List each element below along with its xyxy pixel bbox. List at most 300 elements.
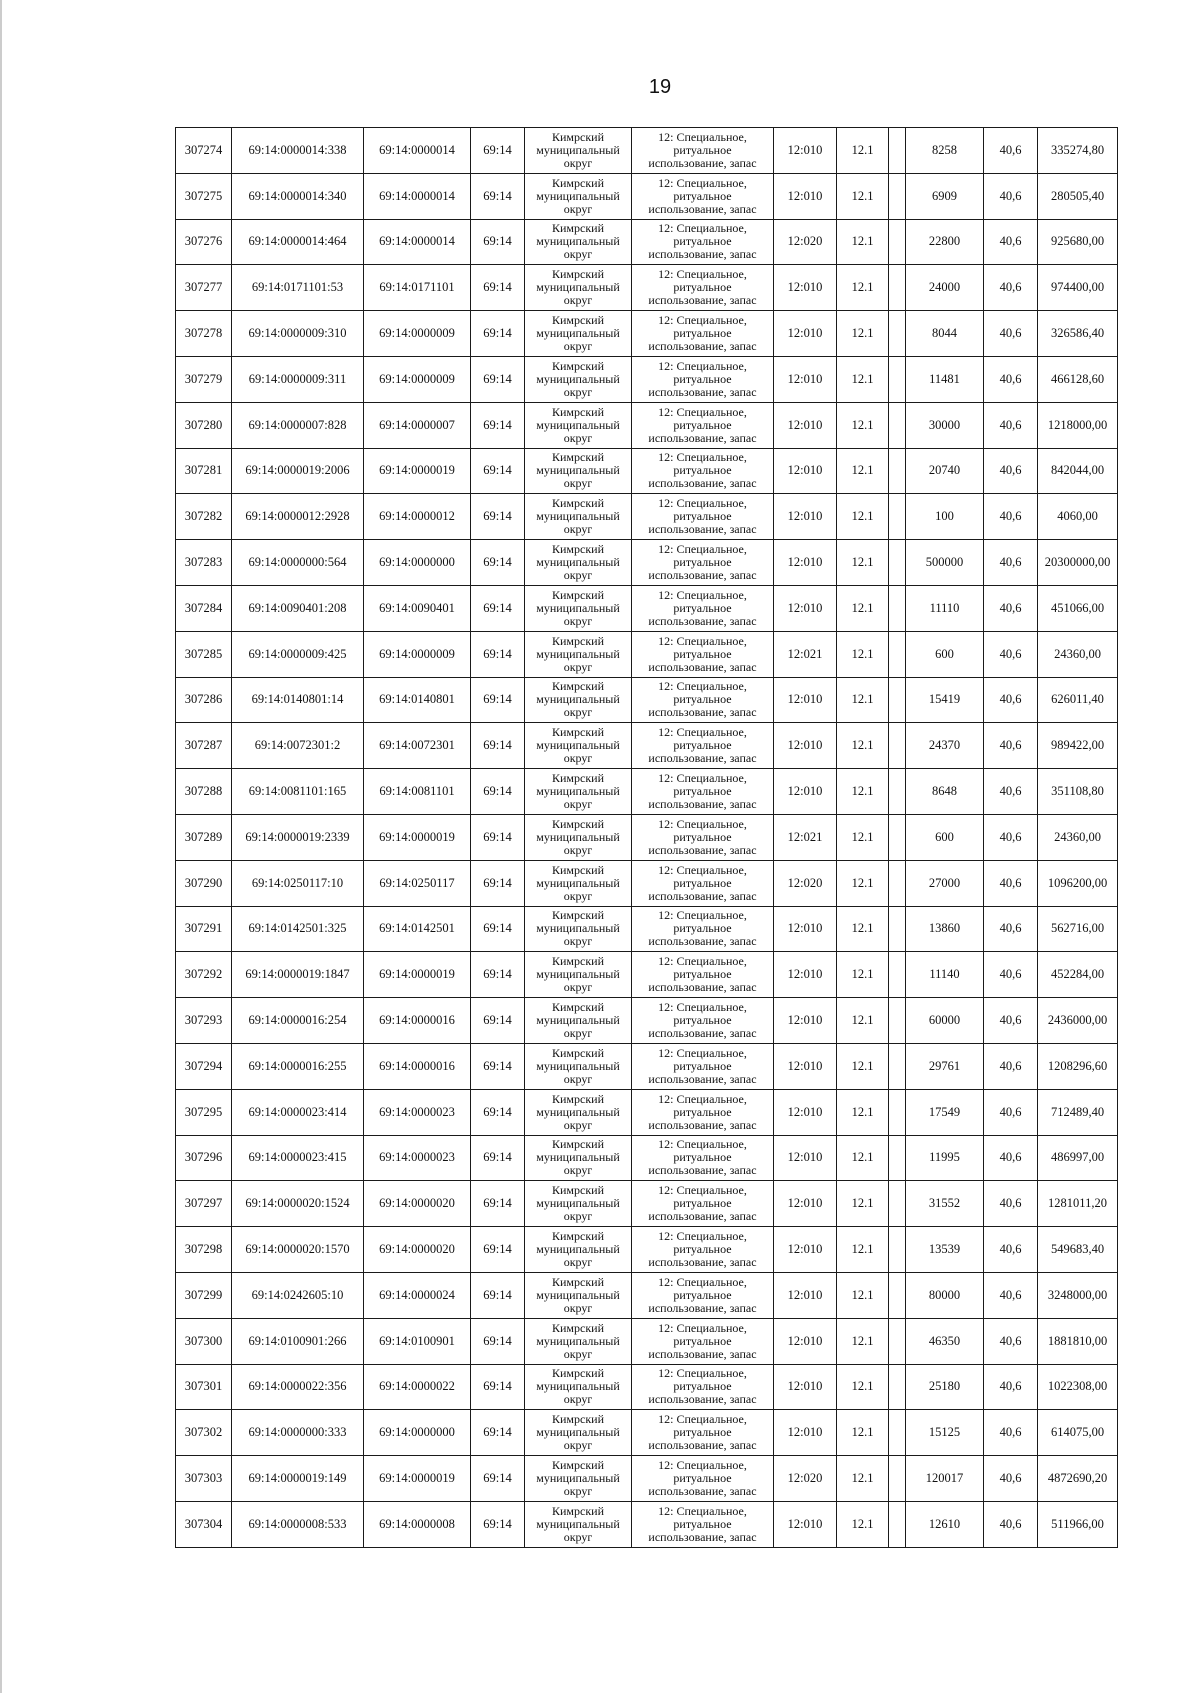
area-cell: 31552 xyxy=(906,1181,984,1227)
record-id-cell: 307287 xyxy=(176,723,232,769)
table-row xyxy=(176,1318,1118,1364)
purpose-line: использование, запас xyxy=(648,522,757,537)
group-code-cell: 12.1 xyxy=(837,952,889,998)
area-cell: 11481 xyxy=(906,356,984,402)
purpose-line: ритуальное xyxy=(673,1516,732,1531)
group-code-cell: 12.1 xyxy=(837,1410,889,1456)
record-id-cell: 307275 xyxy=(176,173,232,219)
municipality-line: Кимрский xyxy=(551,1183,605,1198)
municipality-cell xyxy=(525,723,632,769)
municipality-line: муниципальный xyxy=(536,1516,620,1531)
purpose-line: 12: Специальное, xyxy=(658,1045,747,1060)
group-code-cell: 12.1 xyxy=(837,723,889,769)
group-code-cell: 12.1 xyxy=(837,265,889,311)
cadastral-number-cell: 69:14:0171101:53 xyxy=(232,265,364,311)
cadastral-quarter-cell: 69:14:0000014 xyxy=(364,219,471,265)
land-purpose-cell xyxy=(632,1181,774,1227)
table-row xyxy=(176,1364,1118,1410)
rate-cell: 40,6 xyxy=(984,585,1038,631)
land-purpose-cell xyxy=(632,1318,774,1364)
cadastral-value-cell: 614075,00 xyxy=(1038,1410,1118,1456)
rate-cell: 40,6 xyxy=(984,1135,1038,1181)
blank-cell xyxy=(889,1089,906,1135)
blank-cell xyxy=(889,906,906,952)
table-row xyxy=(176,860,1118,906)
municipality-line: Кимрский xyxy=(551,1320,605,1335)
district-code-cell: 69:14 xyxy=(471,1227,525,1273)
record-id-cell: 307300 xyxy=(176,1318,232,1364)
cadastral-quarter-cell: 69:14:0000020 xyxy=(364,1181,471,1227)
purpose-line: ритуальное xyxy=(673,1287,732,1302)
blank-cell xyxy=(889,1456,906,1502)
blank-cell xyxy=(889,1181,906,1227)
purpose-line: 12: Специальное, xyxy=(658,221,747,236)
land-purpose-cell xyxy=(632,1135,774,1181)
table-row xyxy=(176,1456,1118,1502)
blank-cell xyxy=(889,998,906,1044)
table-row xyxy=(176,1501,1118,1547)
purpose-line: 12: Специальное, xyxy=(658,954,747,969)
blank-cell xyxy=(889,540,906,586)
purpose-line: использование, запас xyxy=(648,247,757,262)
blank-cell xyxy=(889,1043,906,1089)
area-cell: 8648 xyxy=(906,769,984,815)
purpose-line: использование, запас xyxy=(648,1346,757,1361)
land-purpose-cell xyxy=(632,128,774,174)
purpose-line: ритуальное xyxy=(673,1425,732,1440)
municipality-line: муниципальный xyxy=(536,1379,620,1394)
municipality-line: округ xyxy=(563,293,593,308)
cadastral-value-cell: 989422,00 xyxy=(1038,723,1118,769)
table-row xyxy=(176,631,1118,677)
group-code-cell: 12.1 xyxy=(837,1181,889,1227)
use-code-cell: 12:020 xyxy=(774,1456,837,1502)
rate-cell: 40,6 xyxy=(984,173,1038,219)
purpose-line: ритуальное xyxy=(673,1333,732,1348)
purpose-line: использование, запас xyxy=(648,980,757,995)
land-purpose-cell xyxy=(632,540,774,586)
blank-cell xyxy=(889,402,906,448)
municipality-cell xyxy=(525,1043,632,1089)
blank-cell xyxy=(889,1135,906,1181)
cadastral-value-cell: 326586,40 xyxy=(1038,311,1118,357)
purpose-line: ритуальное xyxy=(673,509,732,524)
municipality-cell xyxy=(525,1181,632,1227)
area-cell: 11110 xyxy=(906,585,984,631)
cadastral-number-cell: 69:14:0000016:254 xyxy=(232,998,364,1044)
municipality-line: муниципальный xyxy=(536,600,620,615)
purpose-line: ритуальное xyxy=(673,234,732,249)
purpose-line: 12: Специальное, xyxy=(658,633,747,648)
cadastral-number-cell: 69:14:0081101:165 xyxy=(232,769,364,815)
table-row xyxy=(176,494,1118,540)
group-code-cell: 12.1 xyxy=(837,219,889,265)
purpose-line: 12: Специальное, xyxy=(658,1503,747,1518)
land-purpose-cell xyxy=(632,1364,774,1410)
record-id-cell: 307286 xyxy=(176,677,232,723)
use-code-cell: 12:010 xyxy=(774,585,837,631)
cadastral-number-cell: 69:14:0000023:414 xyxy=(232,1089,364,1135)
municipality-cell xyxy=(525,173,632,219)
cadastral-number-cell: 69:14:0000019:2339 xyxy=(232,814,364,860)
rate-cell: 40,6 xyxy=(984,402,1038,448)
use-code-cell: 12:010 xyxy=(774,906,837,952)
purpose-line: использование, запас xyxy=(648,384,757,399)
record-id-cell: 307282 xyxy=(176,494,232,540)
cadastral-quarter-cell: 69:14:0000009 xyxy=(364,311,471,357)
municipality-cell xyxy=(525,906,632,952)
table-row xyxy=(176,356,1118,402)
land-purpose-cell xyxy=(632,356,774,402)
municipality-line: округ xyxy=(563,1209,593,1224)
land-purpose-cell xyxy=(632,769,774,815)
municipality-line: округ xyxy=(563,1438,593,1453)
municipality-line: округ xyxy=(563,613,593,628)
area-cell: 600 xyxy=(906,631,984,677)
rate-cell: 40,6 xyxy=(984,906,1038,952)
rate-cell: 40,6 xyxy=(984,448,1038,494)
record-id-cell: 307294 xyxy=(176,1043,232,1089)
group-code-cell: 12.1 xyxy=(837,814,889,860)
municipality-line: округ xyxy=(563,384,593,399)
cadastral-value-cell: 451066,00 xyxy=(1038,585,1118,631)
record-id-cell: 307292 xyxy=(176,952,232,998)
purpose-line: 12: Специальное, xyxy=(658,1458,747,1472)
municipality-cell xyxy=(525,1456,632,1502)
record-id-cell: 307299 xyxy=(176,1272,232,1318)
municipality-line: муниципальный xyxy=(536,280,620,295)
area-cell: 25180 xyxy=(906,1364,984,1410)
municipality-line: округ xyxy=(563,1163,593,1178)
use-code-cell: 12:010 xyxy=(774,1181,837,1227)
blank-cell xyxy=(889,1227,906,1273)
group-code-cell: 12.1 xyxy=(837,1456,889,1502)
blank-cell xyxy=(889,1410,906,1456)
record-id-cell: 307290 xyxy=(176,860,232,906)
municipality-line: муниципальный xyxy=(536,784,620,799)
district-code-cell: 69:14 xyxy=(471,769,525,815)
municipality-line: округ xyxy=(563,842,593,857)
purpose-line: 12: Специальное, xyxy=(658,725,747,740)
municipality-line: муниципальный xyxy=(536,829,620,844)
purpose-line: 12: Специальное, xyxy=(658,496,747,511)
blank-cell xyxy=(889,814,906,860)
district-code-cell: 69:14 xyxy=(471,860,525,906)
record-id-cell: 307285 xyxy=(176,631,232,677)
municipality-cell xyxy=(525,540,632,586)
blank-cell xyxy=(889,356,906,402)
municipality-cell xyxy=(525,952,632,998)
district-code-cell: 69:14 xyxy=(471,723,525,769)
purpose-line: использование, запас xyxy=(648,1026,757,1041)
cadastral-value-cell: 712489,40 xyxy=(1038,1089,1118,1135)
record-id-cell: 307291 xyxy=(176,906,232,952)
district-code-cell: 69:14 xyxy=(471,1089,525,1135)
group-code-cell: 12.1 xyxy=(837,128,889,174)
district-code-cell: 69:14 xyxy=(471,1456,525,1502)
cadastral-quarter-cell: 69:14:0250117 xyxy=(364,860,471,906)
area-cell: 15125 xyxy=(906,1410,984,1456)
use-code-cell: 12:010 xyxy=(774,448,837,494)
municipality-line: округ xyxy=(563,339,593,354)
municipality-line: муниципальный xyxy=(536,921,620,936)
use-code-cell: 12:010 xyxy=(774,1135,837,1181)
land-purpose-cell xyxy=(632,860,774,906)
cadastral-number-cell: 69:14:0000019:149 xyxy=(232,1456,364,1502)
purpose-line: использование, запас xyxy=(648,430,757,445)
cadastral-value-cell: 2436000,00 xyxy=(1038,998,1118,1044)
purpose-line: 12: Специальное, xyxy=(658,404,747,419)
purpose-line: ритуальное xyxy=(673,280,732,295)
table-row xyxy=(176,952,1118,998)
purpose-line: 12: Специальное, xyxy=(658,862,747,877)
rate-cell: 40,6 xyxy=(984,1501,1038,1547)
municipality-line: муниципальный xyxy=(536,417,620,432)
use-code-cell: 12:010 xyxy=(774,402,837,448)
cadastral-quarter-cell: 69:14:0000020 xyxy=(364,1227,471,1273)
table-row xyxy=(176,173,1118,219)
municipality-cell xyxy=(525,219,632,265)
cadastral-number-cell: 69:14:0140801:14 xyxy=(232,677,364,723)
blank-cell xyxy=(889,494,906,540)
cadastral-value-cell: 24360,00 xyxy=(1038,814,1118,860)
group-code-cell: 12.1 xyxy=(837,585,889,631)
blank-cell xyxy=(889,677,906,723)
rate-cell: 40,6 xyxy=(984,128,1038,174)
rate-cell: 40,6 xyxy=(984,1089,1038,1135)
purpose-line: 12: Специальное, xyxy=(658,908,747,923)
table-row xyxy=(176,1089,1118,1135)
cadastral-number-cell: 69:14:0000019:1847 xyxy=(232,952,364,998)
area-cell: 120017 xyxy=(906,1456,984,1502)
record-id-cell: 307302 xyxy=(176,1410,232,1456)
cadastral-quarter-cell: 69:14:0000019 xyxy=(364,952,471,998)
cadastral-value-cell: 1281011,20 xyxy=(1038,1181,1118,1227)
rate-cell: 40,6 xyxy=(984,1227,1038,1273)
purpose-line: использование, запас xyxy=(648,201,757,216)
purpose-line: ритуальное xyxy=(673,1150,732,1165)
purpose-line: 12: Специальное, xyxy=(658,1000,747,1015)
cadastral-value-cell: 20300000,00 xyxy=(1038,540,1118,586)
municipality-line: Кимрский xyxy=(551,1137,605,1152)
cadastral-number-cell: 69:14:0000012:2928 xyxy=(232,494,364,540)
blank-cell xyxy=(889,585,906,631)
blank-cell xyxy=(889,1272,906,1318)
district-code-cell: 69:14 xyxy=(471,311,525,357)
use-code-cell: 12:010 xyxy=(774,173,837,219)
purpose-line: использование, запас xyxy=(648,1392,757,1407)
cadastral-quarter-cell: 69:14:0000009 xyxy=(364,631,471,677)
rate-cell: 40,6 xyxy=(984,677,1038,723)
blank-cell xyxy=(889,769,906,815)
purpose-line: использование, запас xyxy=(648,1117,757,1132)
cadastral-number-cell: 69:14:0000016:255 xyxy=(232,1043,364,1089)
group-code-cell: 12.1 xyxy=(837,540,889,586)
area-cell: 24370 xyxy=(906,723,984,769)
table-row xyxy=(176,1227,1118,1273)
area-cell: 20740 xyxy=(906,448,984,494)
record-id-cell: 307284 xyxy=(176,585,232,631)
rate-cell: 40,6 xyxy=(984,631,1038,677)
municipality-line: Кимрский xyxy=(551,129,605,144)
cadastral-number-cell: 69:14:0000014:338 xyxy=(232,128,364,174)
group-code-cell: 12.1 xyxy=(837,1135,889,1181)
purpose-line: ритуальное xyxy=(673,326,732,341)
cadastral-value-cell: 4872690,20 xyxy=(1038,1456,1118,1502)
purpose-line: ритуальное xyxy=(673,784,732,799)
cadastral-quarter-cell: 69:14:0000019 xyxy=(364,814,471,860)
use-code-cell: 12:010 xyxy=(774,540,837,586)
cadastral-quarter-cell: 69:14:0000009 xyxy=(364,356,471,402)
use-code-cell: 12:010 xyxy=(774,1043,837,1089)
land-purpose-cell xyxy=(632,723,774,769)
land-purpose-cell xyxy=(632,173,774,219)
use-code-cell: 12:010 xyxy=(774,265,837,311)
municipality-line: округ xyxy=(563,247,593,262)
municipality-cell xyxy=(525,1089,632,1135)
municipality-cell xyxy=(525,128,632,174)
cadastral-quarter-cell: 69:14:0000019 xyxy=(364,1456,471,1502)
cadastral-value-cell: 1022308,00 xyxy=(1038,1364,1118,1410)
use-code-cell: 12:010 xyxy=(774,1272,837,1318)
blank-cell xyxy=(889,860,906,906)
area-cell: 17549 xyxy=(906,1089,984,1135)
area-cell: 15419 xyxy=(906,677,984,723)
area-cell: 30000 xyxy=(906,402,984,448)
municipality-cell xyxy=(525,311,632,357)
municipality-line: Кимрский xyxy=(551,725,605,740)
cadastral-quarter-cell: 69:14:0000000 xyxy=(364,540,471,586)
municipality-line: Кимрский xyxy=(551,175,605,190)
table-row xyxy=(176,402,1118,448)
purpose-line: использование, запас xyxy=(648,1484,757,1498)
purpose-line: 12: Специальное, xyxy=(658,1229,747,1244)
rate-cell: 40,6 xyxy=(984,265,1038,311)
rate-cell: 40,6 xyxy=(984,1181,1038,1227)
group-code-cell: 12.1 xyxy=(837,1364,889,1410)
municipality-line: муниципальный xyxy=(536,692,620,707)
municipality-line: муниципальный xyxy=(536,188,620,203)
purpose-line: использование, запас xyxy=(648,659,757,674)
municipality-line: Кимрский xyxy=(551,542,605,557)
use-code-cell: 12:010 xyxy=(774,1364,837,1410)
record-id-cell: 307276 xyxy=(176,219,232,265)
blank-cell xyxy=(889,1501,906,1547)
cadastral-number-cell: 69:14:0000014:340 xyxy=(232,173,364,219)
use-code-cell: 12:020 xyxy=(774,860,837,906)
municipality-line: округ xyxy=(563,1117,593,1132)
cadastral-quarter-cell: 69:14:0072301 xyxy=(364,723,471,769)
municipality-line: Кимрский xyxy=(551,1045,605,1060)
cadastral-quarter-cell: 69:14:0081101 xyxy=(364,769,471,815)
municipality-line: муниципальный xyxy=(536,967,620,982)
table-row xyxy=(176,677,1118,723)
cadastral-value-cell: 974400,00 xyxy=(1038,265,1118,311)
district-code-cell: 69:14 xyxy=(471,814,525,860)
purpose-line: 12: Специальное, xyxy=(658,450,747,465)
rate-cell: 40,6 xyxy=(984,998,1038,1044)
land-purpose-cell xyxy=(632,1410,774,1456)
table-row xyxy=(176,1135,1118,1181)
municipality-line: муниципальный xyxy=(536,1287,620,1302)
cadastral-value-cell: 4060,00 xyxy=(1038,494,1118,540)
land-purpose-cell xyxy=(632,677,774,723)
purpose-line: ритуальное xyxy=(673,921,732,936)
area-cell: 24000 xyxy=(906,265,984,311)
cadastral-quarter-cell: 69:14:0000019 xyxy=(364,448,471,494)
purpose-line: 12: Специальное, xyxy=(658,129,747,144)
district-code-cell: 69:14 xyxy=(471,402,525,448)
group-code-cell: 12.1 xyxy=(837,1501,889,1547)
municipality-line: Кимрский xyxy=(551,450,605,465)
area-cell: 500000 xyxy=(906,540,984,586)
cadastral-number-cell: 69:14:0000020:1570 xyxy=(232,1227,364,1273)
blank-cell xyxy=(889,311,906,357)
municipality-line: муниципальный xyxy=(536,371,620,386)
municipality-line: округ xyxy=(563,201,593,216)
district-code-cell: 69:14 xyxy=(471,998,525,1044)
record-id-cell: 307274 xyxy=(176,128,232,174)
purpose-line: ритуальное xyxy=(673,371,732,386)
group-code-cell: 12.1 xyxy=(837,677,889,723)
municipality-cell xyxy=(525,585,632,631)
municipality-line: округ xyxy=(563,155,593,170)
district-code-cell: 69:14 xyxy=(471,1272,525,1318)
table-row xyxy=(176,769,1118,815)
municipality-cell xyxy=(525,265,632,311)
area-cell: 80000 xyxy=(906,1272,984,1318)
purpose-line: использование, запас xyxy=(648,568,757,583)
municipality-line: округ xyxy=(563,1300,593,1315)
land-purpose-cell xyxy=(632,265,774,311)
use-code-cell: 12:021 xyxy=(774,814,837,860)
land-purpose-cell xyxy=(632,998,774,1044)
record-id-cell: 307278 xyxy=(176,311,232,357)
cadastral-value-cell: 486997,00 xyxy=(1038,1135,1118,1181)
purpose-line: 12: Специальное, xyxy=(658,313,747,328)
group-code-cell: 12.1 xyxy=(837,311,889,357)
area-cell: 27000 xyxy=(906,860,984,906)
purpose-line: использование, запас xyxy=(648,613,757,628)
purpose-line: 12: Специальное, xyxy=(658,816,747,831)
purpose-line: 12: Специальное, xyxy=(658,1183,747,1198)
land-purpose-cell xyxy=(632,1043,774,1089)
blank-cell xyxy=(889,723,906,769)
municipality-line: округ xyxy=(563,934,593,949)
table-row xyxy=(176,219,1118,265)
purpose-line: использование, запас xyxy=(648,797,757,812)
record-id-cell: 307303 xyxy=(176,1456,232,1502)
cadastral-value-cell: 626011,40 xyxy=(1038,677,1118,723)
municipality-line: муниципальный xyxy=(536,326,620,341)
use-code-cell: 12:020 xyxy=(774,219,837,265)
district-code-cell: 69:14 xyxy=(471,265,525,311)
municipality-line: Кимрский xyxy=(551,1229,605,1244)
cadastral-number-cell: 69:14:0000007:828 xyxy=(232,402,364,448)
municipality-line: Кимрский xyxy=(551,313,605,328)
municipality-line: округ xyxy=(563,1529,593,1544)
record-id-cell: 307279 xyxy=(176,356,232,402)
municipality-line: Кимрский xyxy=(551,771,605,786)
district-code-cell: 69:14 xyxy=(471,906,525,952)
table-row xyxy=(176,723,1118,769)
cadastral-number-cell: 69:14:0000020:1524 xyxy=(232,1181,364,1227)
use-code-cell: 12:010 xyxy=(774,494,837,540)
land-purpose-cell xyxy=(632,814,774,860)
record-id-cell: 307296 xyxy=(176,1135,232,1181)
rate-cell: 40,6 xyxy=(984,1456,1038,1502)
purpose-line: 12: Специальное, xyxy=(658,1366,747,1381)
